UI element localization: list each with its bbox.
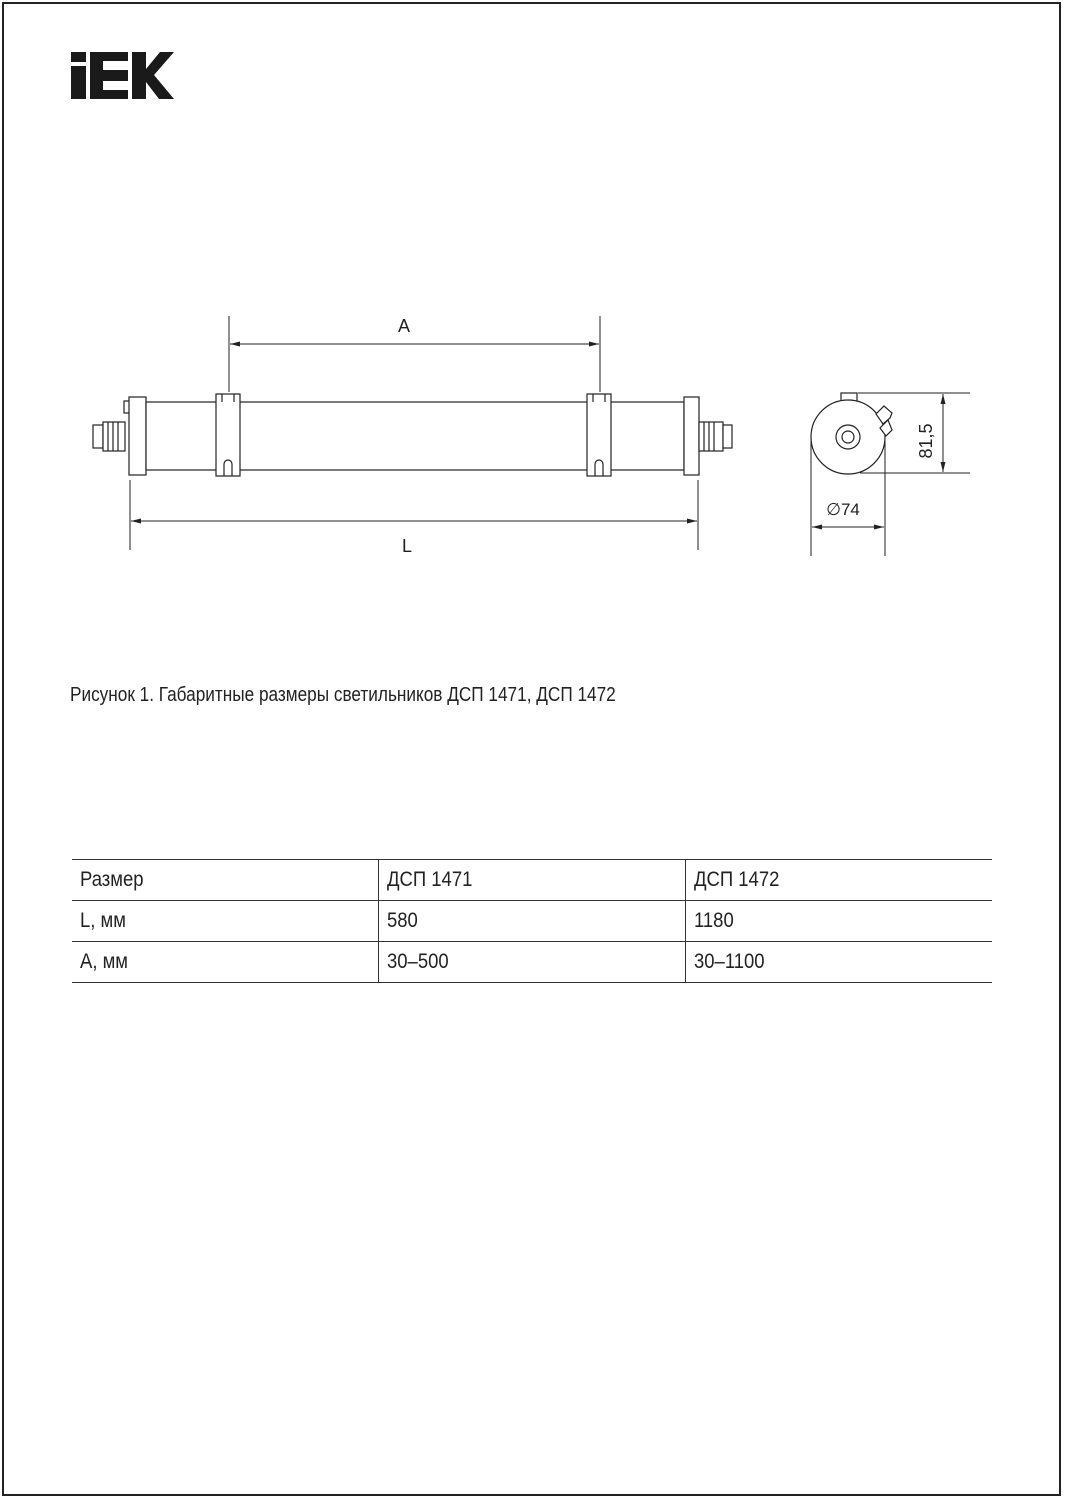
table-cell: L, мм bbox=[72, 901, 379, 942]
dimension-diameter-label: ∅74 bbox=[826, 500, 860, 519]
dimension-l-lines bbox=[130, 480, 698, 550]
dimension-l-label: L bbox=[401, 536, 413, 556]
table-row bbox=[72, 901, 992, 942]
iek-logo bbox=[70, 52, 175, 100]
table-header-cell: ДСП 1471 bbox=[379, 860, 686, 901]
table-cell: 30–500 bbox=[379, 942, 686, 983]
dimension-drawing bbox=[0, 290, 1065, 580]
page-frame bbox=[2, 2, 1061, 1496]
table-cell: 30–1100 bbox=[686, 942, 993, 983]
table-row bbox=[72, 942, 992, 983]
table-cell: 1180 bbox=[686, 901, 993, 942]
table-cell: A, мм bbox=[72, 942, 379, 983]
dimension-a-label: A bbox=[397, 316, 411, 336]
dimensions-table bbox=[72, 859, 992, 983]
table-header-row bbox=[72, 860, 992, 901]
table-header-cell: ДСП 1472 bbox=[686, 860, 993, 901]
luminaire-side-view bbox=[93, 394, 732, 476]
figure-caption: Рисунок 1. Габаритные размеры светильников ДСП 1471, ДСП 1472 bbox=[70, 684, 616, 706]
dimension-a-lines bbox=[229, 316, 600, 392]
dimension-height-label: 81,5 bbox=[916, 423, 936, 459]
table-cell: 580 bbox=[379, 901, 686, 942]
table-header-cell: Размер bbox=[72, 860, 379, 901]
luminaire-end-view bbox=[811, 393, 892, 474]
